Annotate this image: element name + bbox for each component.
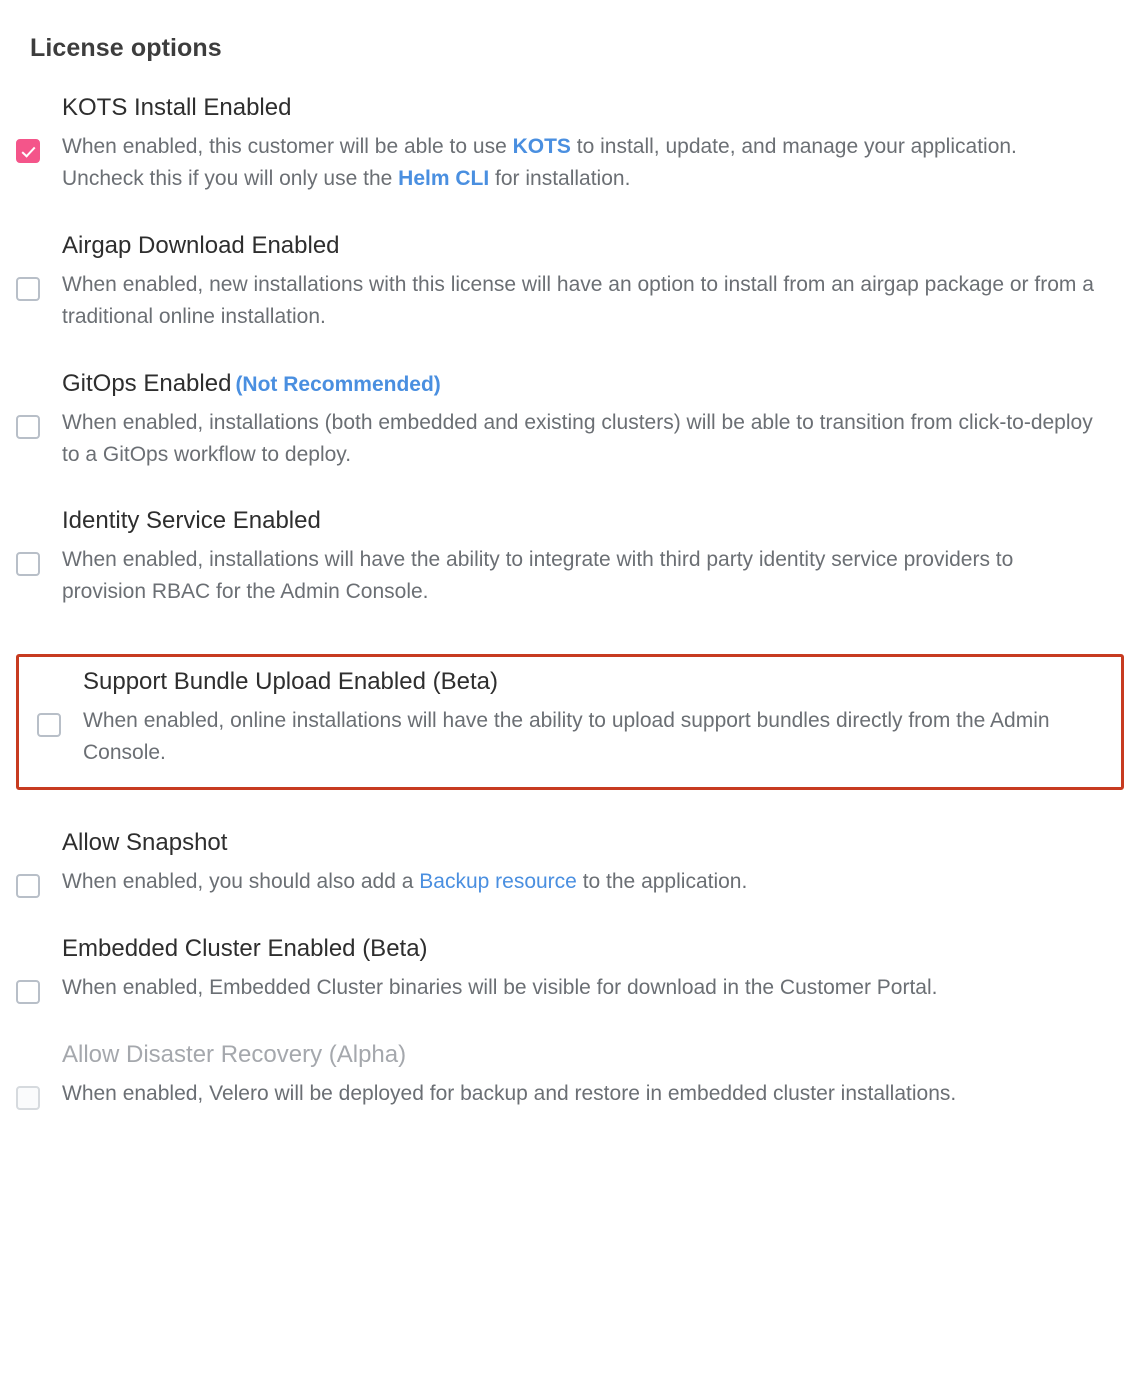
option-row-allow-disaster-recovery — [0, 1040, 1142, 1118]
option-body — [40, 231, 1112, 341]
checkbox-wrap — [0, 93, 40, 163]
checkbox-wrap — [0, 231, 40, 301]
spacer — [0, 203, 1142, 231]
checkbox-wrap — [0, 934, 40, 1004]
checkbox-wrap — [0, 1040, 40, 1110]
helm-cli-link[interactable]: Helm CLI — [398, 166, 490, 190]
option-title-gitops-enabled — [62, 369, 1112, 399]
option-desc-embedded-cluster-enabled: When enabled, Embedded Cluster binaries will be visible for download in the Customer Portal. — [62, 975, 938, 999]
option-row-kots-install-enabled[interactable] — [0, 93, 1142, 203]
checkbox-allow-disaster-recovery — [16, 1086, 40, 1110]
checkbox-support-bundle-upload-enabled[interactable] — [37, 713, 61, 737]
spacer — [0, 341, 1142, 369]
checkbox-wrap — [0, 828, 40, 898]
option-desc-identity-service-enabled: When enabled, installations will have the ability to integrate with third party identity service providers to provision RBAC for the Admin Console. — [62, 548, 1014, 604]
backup-resource-link[interactable]: Backup resource — [419, 870, 577, 894]
spacer — [0, 906, 1142, 934]
option-title-kots-install-enabled: KOTS Install Enabled — [62, 94, 292, 121]
option-title-allow-snapshot: Allow Snapshot — [62, 829, 228, 857]
option-desc-support-bundle-upload-enabled: When enabled, online installations will have the ability to upload support bundles directly from the Admin Console. — [83, 709, 1050, 765]
option-title-identity-service-enabled: Identity Service Enabled — [62, 507, 321, 535]
option-desc-allow-disaster-recovery: When enabled, Velero will be deployed for backup and restore in embedded cluster installations. — [62, 1081, 957, 1105]
option-row-identity-service-enabled[interactable] — [0, 506, 1142, 616]
desc-text-part2: to the application. — [576, 870, 748, 894]
spacer — [0, 478, 1142, 506]
option-title-support-bundle-upload-enabled: Support Bundle Upload Enabled (Beta) — [83, 668, 498, 696]
checkbox-kots-install-enabled[interactable] — [16, 139, 40, 163]
spacer — [0, 802, 1142, 828]
option-title-embedded-cluster-enabled: Embedded Cluster Enabled (Beta) — [62, 934, 428, 962]
option-body — [40, 93, 1112, 203]
checkbox-wrap — [0, 369, 40, 439]
option-desc-allow-snapshot — [62, 866, 1097, 898]
desc-text-part1: When enabled, this customer will be able to use — [62, 135, 513, 158]
page-title: License options — [30, 34, 222, 62]
desc-text-part2: to install, update, and manage your application. Uncheck this if you will only use the — [62, 135, 1017, 190]
desc-text-part1: When enabled, you should also add a — [62, 870, 420, 894]
checkbox-gitops-enabled[interactable] — [16, 415, 40, 439]
option-body — [40, 828, 1112, 906]
option-desc-kots-install-enabled — [62, 131, 1097, 195]
license-options-list — [0, 93, 1142, 1118]
option-row-support-bundle-upload-enabled[interactable] — [16, 654, 1124, 790]
checkbox-embedded-cluster-enabled[interactable] — [16, 980, 40, 1004]
option-body — [40, 1040, 1112, 1118]
checkbox-airgap-download-enabled[interactable] — [16, 277, 40, 301]
kots-link[interactable]: KOTS — [512, 135, 571, 158]
checkbox-identity-service-enabled[interactable] — [16, 552, 40, 576]
option-row-allow-snapshot[interactable] — [0, 828, 1142, 906]
option-title-text: GitOps Enabled — [62, 369, 232, 397]
checkbox-wrap — [19, 667, 61, 737]
checkbox-wrap — [0, 506, 40, 576]
spacer — [0, 1012, 1142, 1040]
option-body — [40, 934, 1112, 1012]
option-title-airgap-download-enabled: Airgap Download Enabled — [62, 231, 340, 259]
checkbox-allow-snapshot[interactable] — [16, 874, 40, 898]
spacer — [0, 616, 1142, 642]
option-row-gitops-enabled[interactable] — [0, 369, 1142, 479]
option-body — [40, 506, 1112, 616]
option-body — [61, 667, 1091, 777]
option-note-not-recommended: (Not Recommended) — [235, 372, 441, 396]
option-body — [40, 369, 1112, 479]
desc-text-part3: for installation. — [489, 166, 631, 190]
option-title-allow-disaster-recovery: Allow Disaster Recovery (Alpha) — [62, 1040, 407, 1068]
option-desc-gitops-enabled: When enabled, installations (both embedded and existing clusters) will be able to transition from click-to-deploy to a GitOps workflow to deploy. — [62, 410, 1093, 466]
option-desc-airgap-download-enabled: When enabled, new installations with this license will have an option to install from an airgap package or from a traditional online installation. — [62, 272, 1094, 328]
option-row-embedded-cluster-enabled[interactable] — [0, 934, 1142, 1012]
option-row-airgap-download-enabled[interactable] — [0, 231, 1142, 341]
